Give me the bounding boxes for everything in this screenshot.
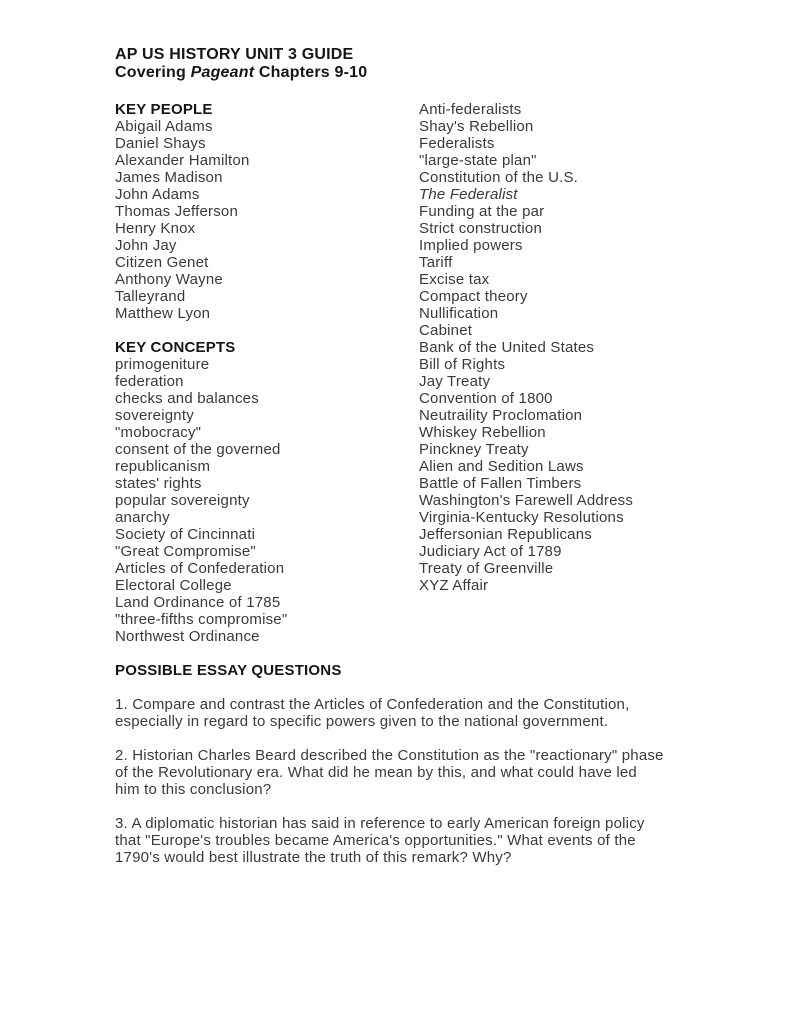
essay-section [115,662,695,866]
key-concept-item: Northwest Ordinance [115,628,260,645]
left-column [115,101,287,645]
key-concept-item: sovereignty [115,407,194,424]
question-line: 1. Compare and contrast the Articles of Confederation and the Constitution, [115,696,630,713]
key-concept-item: federation [115,373,184,390]
key-concept-item: "three-fifths compromise" [115,611,288,628]
key-concept-item: checks and balances [115,390,259,407]
term-item: Bill of Rights [419,356,506,373]
title-book-name: Pageant [190,64,255,81]
key-concept-item: anarchy [115,509,170,526]
question-line: especially in regard to specific powers given to the national government. [115,713,609,730]
question-line: him to this conclusion? [115,781,272,798]
term-item: Jeffersonian Republicans [419,526,592,543]
term-item: Funding at the par [419,203,545,220]
question-line: of the Revolutionary era. What did he mean by this, and what could have led [115,764,637,781]
term-item: Shay's Rebellion [419,118,534,135]
key-concept-item: Electoral College [115,577,232,594]
key-people-list [115,118,287,322]
title-line-1: AP US HISTORY UNIT 3 GUIDE [115,46,354,63]
key-person-item: Alexander Hamilton [115,152,250,169]
question-line: that "Europe's troubles became America's opportunities." What events of the [115,832,636,849]
term-item: Convention of 1800 [419,390,553,407]
term-item: Federalists [419,135,495,152]
term-item: Neutraility Proclomation [419,407,583,424]
term-item: Battle of Fallen Timbers [419,475,582,492]
title-line-2 [115,64,367,82]
key-concept-item: republicanism [115,458,211,475]
key-person-item: James Madison [115,169,223,186]
term-item: Tariff [419,254,453,271]
term-item: "large-state plan" [419,152,537,169]
key-concept-item: primogeniture [115,356,210,373]
essay-header: POSSIBLE ESSAY QUESTIONS [115,662,342,679]
term-item: Pinckney Treaty [419,441,529,458]
term-item: Virginia-Kentucky Resolutions [419,509,624,526]
term-item: Implied powers [419,237,523,254]
key-person-item: Talleyrand [115,288,186,305]
key-person-item: Citizen Genet [115,254,209,271]
term-item: XYZ Affair [419,577,489,594]
term-item: Excise tax [419,271,490,288]
term-item: Strict construction [419,220,543,237]
term-item: Constitution of the U.S. [419,169,579,186]
key-concept-item: popular sovereignty [115,492,250,509]
term-item: Washington's Farewell Address [419,492,634,509]
key-concept-item: states' rights [115,475,202,492]
term-item: Judiciary Act of 1789 [419,543,562,560]
essay-question-1 [115,696,695,730]
key-people-header: KEY PEOPLE [115,101,213,118]
term-item: Jay Treaty [419,373,491,390]
term-item: Cabinet [419,322,473,339]
essay-question-2 [115,747,695,798]
term-item: Alien and Sedition Laws [419,458,584,475]
key-concept-item: Articles of Confederation [115,560,285,577]
key-person-item: John Jay [115,237,177,254]
key-concept-item: consent of the governed [115,441,281,458]
key-person-item: Matthew Lyon [115,305,211,322]
key-concept-item: Society of Cincinnati [115,526,256,543]
spacer [115,322,287,339]
title-line-2-post: Chapters 9-10 [254,64,368,81]
key-person-item: Henry Knox [115,220,196,237]
term-item: Anti-federalists [419,101,522,118]
key-concepts-list [115,356,287,645]
term-item: Bank of the United States [419,339,595,356]
term-item: Treaty of Greenville [419,560,554,577]
key-person-item: Thomas Jefferson [115,203,238,220]
terms-list [419,101,633,594]
key-concept-item: Land Ordinance of 1785 [115,594,281,611]
term-item: Compact theory [419,288,528,305]
key-concept-item: "Great Compromise" [115,543,256,560]
key-person-item: John Adams [115,186,200,203]
question-line: 3. A diplomatic historian has said in reference to early American foreign policy [115,815,645,832]
right-column [419,101,633,594]
essay-question-3 [115,815,695,866]
question-line: 2. Historian Charles Beard described the Constitution as the "reactionary" phase [115,747,664,764]
key-person-item: Abigail Adams [115,118,213,135]
key-person-item: Anthony Wayne [115,271,223,288]
term-item: Nullification [419,305,499,322]
question-line: 1790's would best illustrate the truth of this remark? Why? [115,849,512,866]
document-title [115,46,367,82]
key-concepts-header: KEY CONCEPTS [115,339,236,356]
term-item: The Federalist [419,186,518,203]
term-item: Whiskey Rebellion [419,424,546,441]
key-concept-item: "mobocracy" [115,424,202,441]
key-person-item: Daniel Shays [115,135,206,152]
title-line-2-pre: Covering [115,64,191,81]
